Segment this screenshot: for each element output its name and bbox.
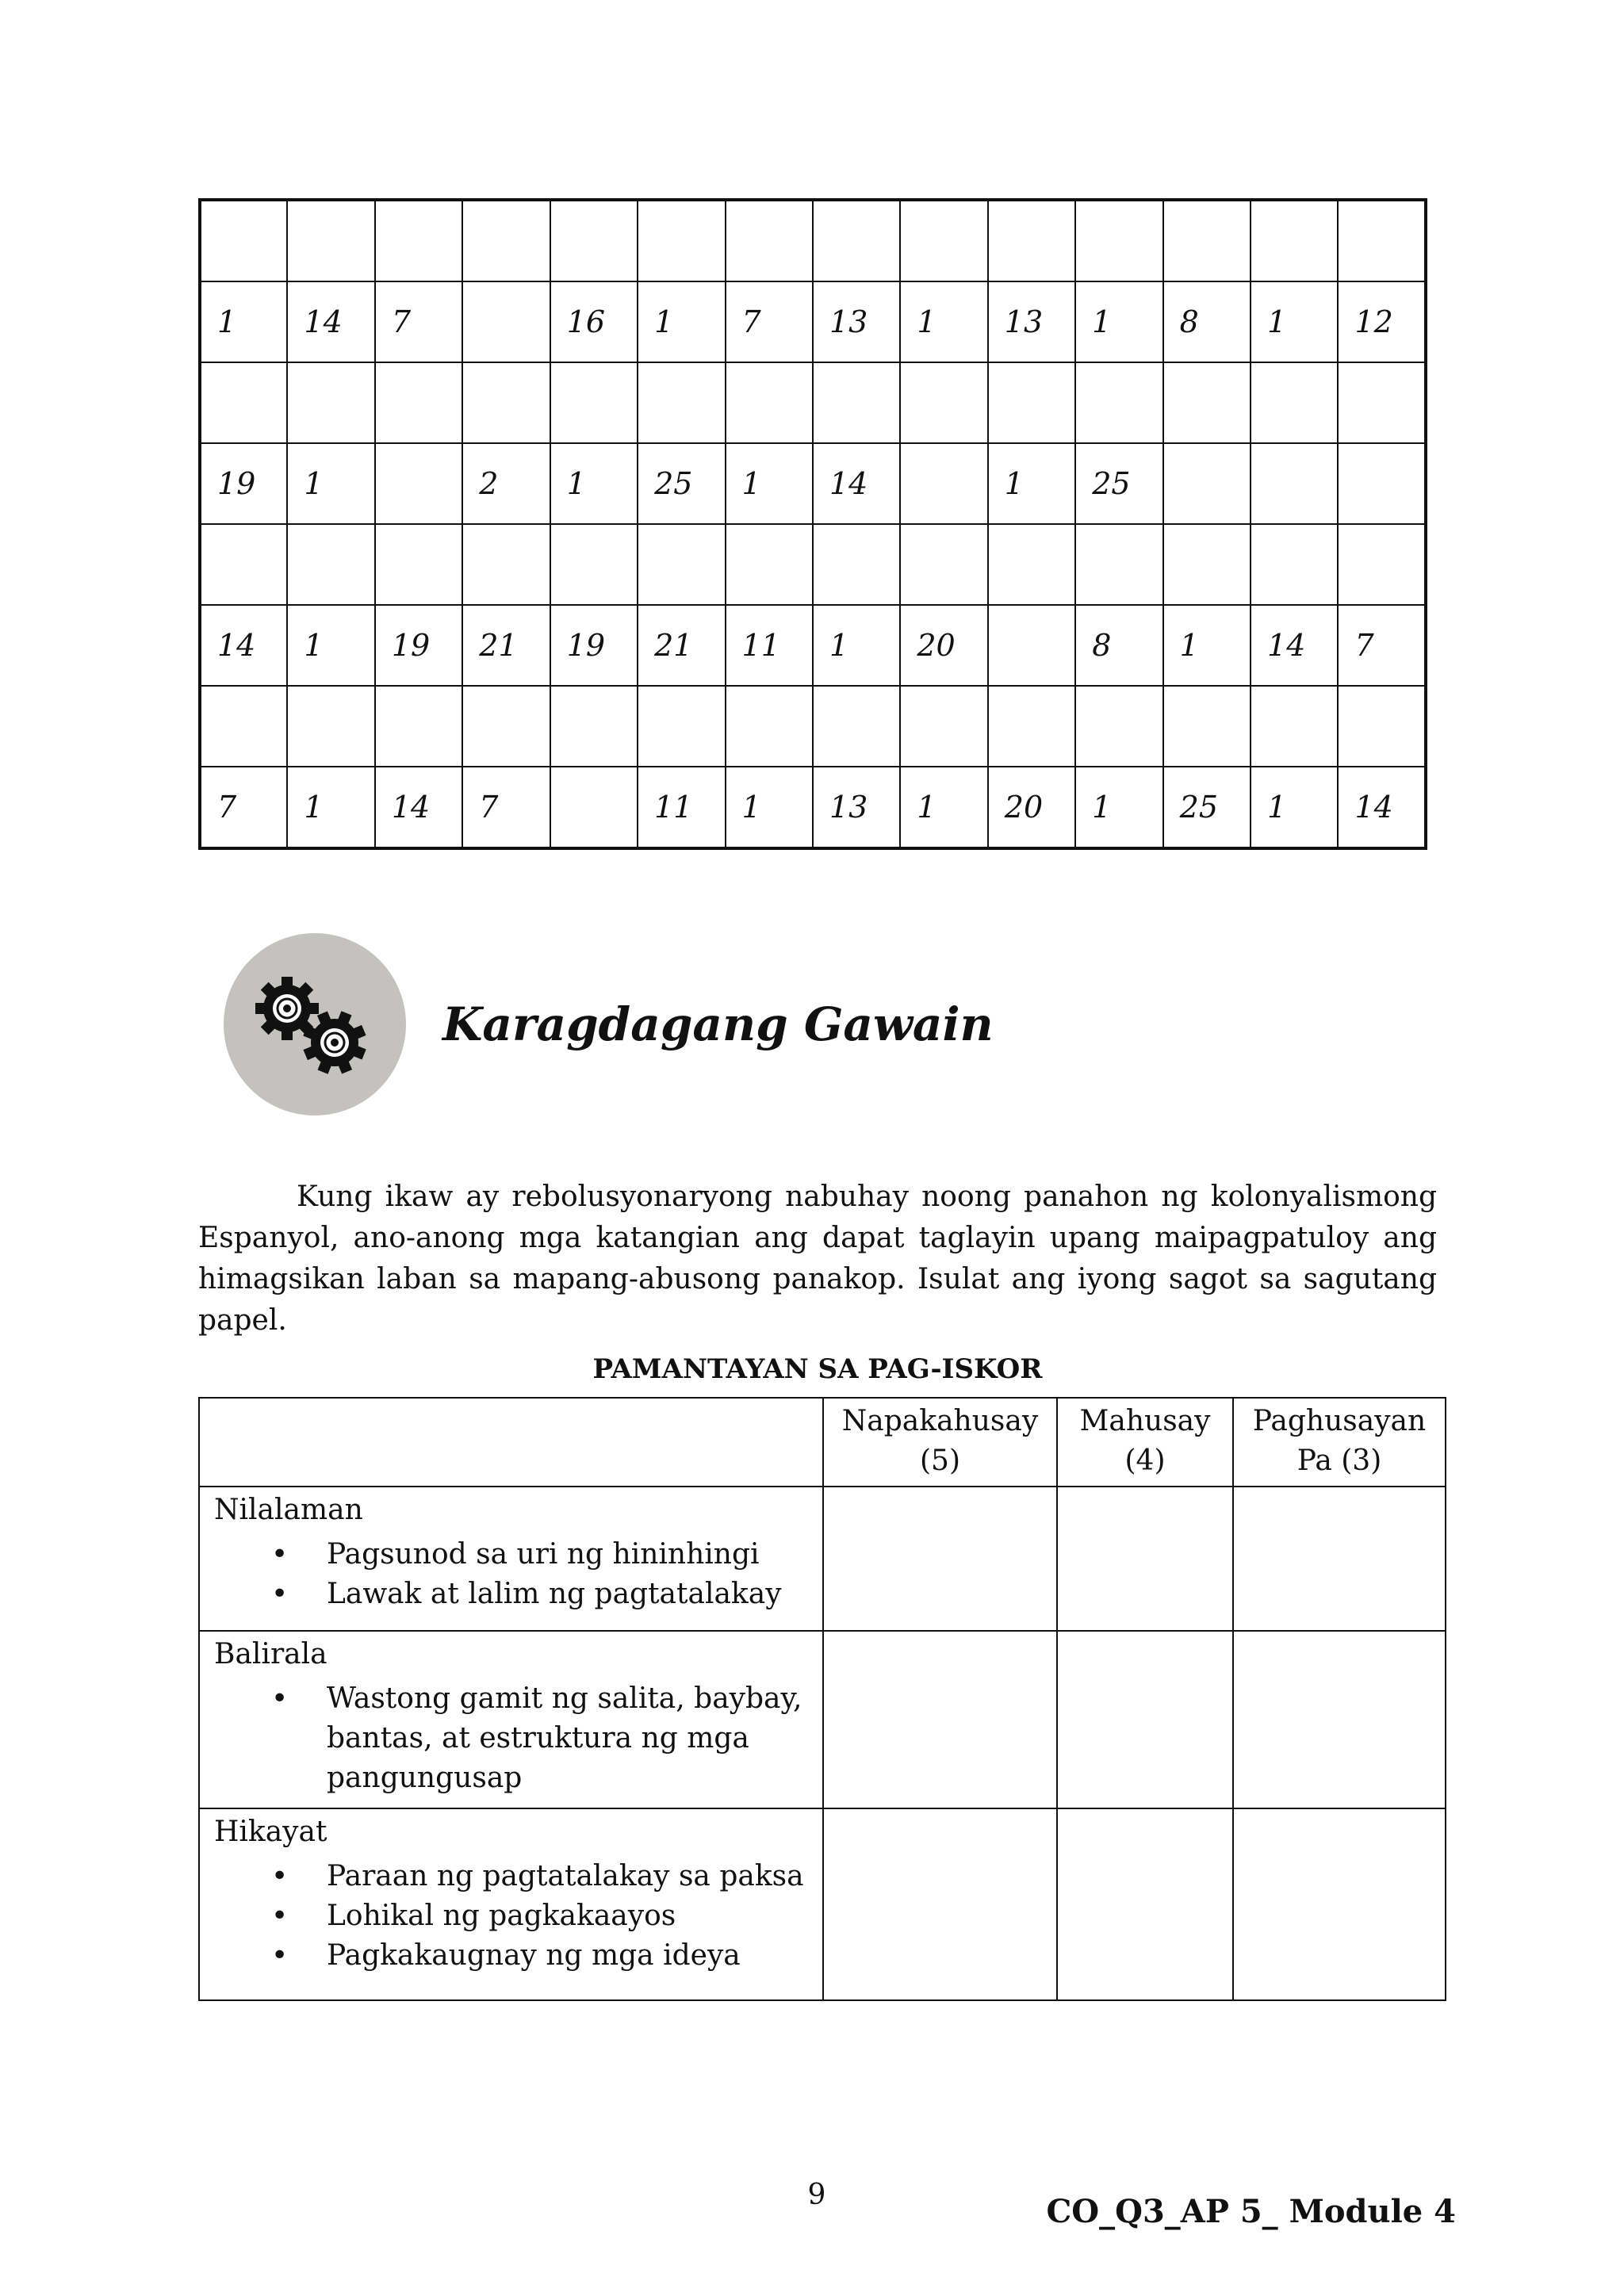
cipher-row <box>200 605 1426 686</box>
cipher-cell[interactable] <box>375 443 462 524</box>
cipher-cell[interactable] <box>813 362 900 443</box>
score-cell[interactable] <box>823 1808 1057 2000</box>
rubric-header-mahusay: Mahusay (4) <box>1057 1398 1233 1487</box>
cipher-cell: 7 <box>200 767 287 848</box>
cipher-cell[interactable] <box>726 524 813 605</box>
cipher-cell[interactable] <box>900 686 987 767</box>
cipher-cell[interactable] <box>287 362 374 443</box>
cipher-cell[interactable] <box>550 524 638 605</box>
cipher-cell[interactable] <box>726 362 813 443</box>
cipher-cell: 21 <box>638 605 725 686</box>
cipher-cell[interactable] <box>1251 362 1338 443</box>
cipher-cell: 1 <box>1251 767 1338 848</box>
criteria-name: Hikayat <box>214 1816 327 1848</box>
criteria-name: Balirala <box>214 1638 327 1670</box>
cipher-cell[interactable] <box>726 686 813 767</box>
cipher-cell: 1 <box>900 281 987 362</box>
cipher-cell: 7 <box>726 281 813 362</box>
cipher-cell[interactable] <box>726 200 813 281</box>
cipher-cell[interactable] <box>988 605 1075 686</box>
criteria-cell <box>199 1631 823 1808</box>
cipher-cell: 19 <box>375 605 462 686</box>
cipher-cell[interactable] <box>900 524 987 605</box>
cipher-cell[interactable] <box>375 362 462 443</box>
cipher-cell[interactable] <box>638 362 725 443</box>
cipher-cell: 13 <box>988 281 1075 362</box>
rubric-header-paghusayan: Paghusayan Pa (3) <box>1233 1398 1446 1487</box>
cipher-cell[interactable] <box>462 686 550 767</box>
cipher-cell: 14 <box>1338 767 1426 848</box>
cipher-cell: 19 <box>550 605 638 686</box>
cipher-cell[interactable] <box>988 686 1075 767</box>
cipher-cell[interactable] <box>1338 524 1426 605</box>
rubric-title: PAMANTAYAN SA PAG-ISKOR <box>592 1353 1043 1385</box>
cipher-cell: 19 <box>200 443 287 524</box>
criteria-bullet: • Lohikal ng pagkakaayos <box>271 1896 811 1936</box>
cipher-cell: 20 <box>900 605 987 686</box>
cipher-cell: 1 <box>1163 605 1251 686</box>
gears-icon <box>224 933 406 1115</box>
cipher-cell[interactable] <box>1075 686 1162 767</box>
cipher-cell: 1 <box>287 605 374 686</box>
cipher-row <box>200 443 1426 524</box>
cipher-cell[interactable] <box>462 200 550 281</box>
cipher-cell[interactable] <box>638 686 725 767</box>
score-cell[interactable] <box>823 1631 1057 1808</box>
cipher-cell: 7 <box>462 767 550 848</box>
cipher-cell: 1 <box>813 605 900 686</box>
cipher-cell[interactable] <box>813 524 900 605</box>
cipher-cell[interactable] <box>287 686 374 767</box>
criteria-bullet: • Wastong gamit ng salita, baybay, bantas, at estruktura ng mga pangungusap <box>271 1679 811 1798</box>
cipher-cell: 1 <box>550 443 638 524</box>
cipher-cell[interactable] <box>988 362 1075 443</box>
cipher-cell: 1 <box>726 767 813 848</box>
cipher-cell[interactable] <box>1075 362 1162 443</box>
cipher-cell: 14 <box>200 605 287 686</box>
cipher-cell[interactable] <box>1075 524 1162 605</box>
cipher-cell: 1 <box>726 443 813 524</box>
score-cell[interactable] <box>1233 1631 1446 1808</box>
cipher-cell: 14 <box>287 281 374 362</box>
cipher-cell[interactable] <box>813 200 900 281</box>
cipher-cell[interactable] <box>550 767 638 848</box>
score-cell[interactable] <box>1233 1487 1446 1631</box>
cipher-cell[interactable] <box>1163 686 1251 767</box>
cipher-cell[interactable] <box>900 200 987 281</box>
cipher-cell: 7 <box>1338 605 1426 686</box>
cipher-row <box>200 362 1426 443</box>
cipher-cell[interactable] <box>550 362 638 443</box>
cipher-cell: 7 <box>375 281 462 362</box>
cipher-cell: 14 <box>375 767 462 848</box>
cipher-cell[interactable] <box>988 200 1075 281</box>
cipher-cell[interactable] <box>550 200 638 281</box>
cipher-row <box>200 200 1426 281</box>
criteria-bullet: • Pagkakaugnay ng mga ideya <box>271 1936 811 1976</box>
cipher-cell: 1 <box>1075 281 1162 362</box>
cipher-cell: 21 <box>462 605 550 686</box>
cipher-cell[interactable] <box>1163 200 1251 281</box>
score-cell[interactable] <box>1233 1808 1446 2000</box>
rubric-header-blank <box>199 1398 823 1487</box>
cipher-cell[interactable] <box>1163 443 1251 524</box>
cipher-cell[interactable] <box>200 362 287 443</box>
cipher-cell: 20 <box>988 767 1075 848</box>
criteria-bullet: • Lawak at lalim ng pagtatalakay <box>271 1575 811 1614</box>
cipher-cell: 1 <box>638 281 725 362</box>
cipher-cell[interactable] <box>1338 443 1426 524</box>
cipher-row <box>200 686 1426 767</box>
cipher-row <box>200 281 1426 362</box>
cipher-cell[interactable] <box>638 200 725 281</box>
cipher-cell[interactable] <box>375 686 462 767</box>
cipher-cell[interactable] <box>1338 200 1426 281</box>
cipher-row <box>200 524 1426 605</box>
cipher-cell[interactable] <box>1163 362 1251 443</box>
cipher-cell[interactable] <box>1251 443 1338 524</box>
cipher-cell: 1 <box>287 767 374 848</box>
cipher-cell: 8 <box>1075 605 1162 686</box>
criteria-bullet: • Pagsunod sa uri ng hininhingi <box>271 1535 811 1575</box>
cipher-row <box>200 767 1426 848</box>
cipher-cell[interactable] <box>988 524 1075 605</box>
cipher-cell: 2 <box>462 443 550 524</box>
module-code: CO_Q3_AP 5_ Module 4 <box>1046 2193 1456 2230</box>
cipher-cell: 1 <box>200 281 287 362</box>
cipher-cell: 1 <box>988 443 1075 524</box>
cipher-cell[interactable] <box>375 200 462 281</box>
cipher-cell: 16 <box>550 281 638 362</box>
section-title: Karagdagang Gawain <box>442 997 994 1051</box>
cipher-cell: 1 <box>287 443 374 524</box>
cipher-cell[interactable] <box>1163 524 1251 605</box>
cipher-cell: 8 <box>1163 281 1251 362</box>
cipher-cell: 14 <box>813 443 900 524</box>
criteria-name: Nilalaman <box>214 1494 363 1526</box>
cipher-cell[interactable] <box>287 200 374 281</box>
cipher-cell[interactable] <box>462 281 550 362</box>
score-cell[interactable] <box>1057 1631 1233 1808</box>
cipher-cell: 13 <box>813 767 900 848</box>
criteria-cell <box>199 1487 823 1631</box>
cipher-cell[interactable] <box>900 443 987 524</box>
cipher-cell[interactable] <box>813 686 900 767</box>
criteria-cell <box>199 1808 823 2000</box>
cipher-cell[interactable] <box>1251 524 1338 605</box>
score-cell[interactable] <box>1057 1487 1233 1631</box>
cipher-cell: 11 <box>638 767 725 848</box>
score-cell[interactable] <box>823 1487 1057 1631</box>
cipher-cell[interactable] <box>1251 200 1338 281</box>
cipher-cell: 1 <box>1075 767 1162 848</box>
cipher-cell[interactable] <box>200 200 287 281</box>
rubric-row-balirala <box>199 1631 1446 1808</box>
cipher-cell: 12 <box>1338 281 1426 362</box>
cipher-grid <box>198 198 1427 850</box>
cipher-cell: 14 <box>1251 605 1338 686</box>
cipher-cell: 13 <box>813 281 900 362</box>
cipher-cell[interactable] <box>1075 200 1162 281</box>
rubric-row-hikayat <box>199 1808 1446 2000</box>
criteria-bullet: • Paraan ng pagtatalakay sa paksa <box>271 1857 811 1896</box>
cipher-cell: 1 <box>1251 281 1338 362</box>
cipher-cell[interactable] <box>200 524 287 605</box>
cipher-cell: 1 <box>900 767 987 848</box>
rubric-row-nilalaman <box>199 1487 1446 1631</box>
cipher-cell[interactable] <box>200 686 287 767</box>
cipher-cell: 25 <box>1163 767 1251 848</box>
cipher-cell: 25 <box>1075 443 1162 524</box>
rubric-table <box>198 1397 1446 2001</box>
cipher-cell[interactable] <box>375 524 462 605</box>
rubric-header-napakahusay: Napakahusay (5) <box>823 1398 1057 1487</box>
cipher-cell[interactable] <box>638 524 725 605</box>
cipher-cell: 11 <box>726 605 813 686</box>
cipher-cell[interactable] <box>1338 686 1426 767</box>
cipher-cell[interactable] <box>1338 362 1426 443</box>
instructions-paragraph: Kung ikaw ay rebolusyonaryong nabuhay noong panahon ng kolonyalismong Espanyol, ano-anong mga katangian ang dapat taglayin upang maipagpatuloy ang himagsikan laban sa mapang-abusong panakop. Isulat ang iyong sagot sa sagutang papel. <box>198 1181 1437 1337</box>
cipher-cell[interactable] <box>900 362 987 443</box>
cipher-cell[interactable] <box>462 362 550 443</box>
cipher-cell: 25 <box>638 443 725 524</box>
page-number: 9 <box>807 2179 826 2211</box>
cipher-cell[interactable] <box>287 524 374 605</box>
cipher-cell[interactable] <box>550 686 638 767</box>
cipher-cell[interactable] <box>1251 686 1338 767</box>
score-cell[interactable] <box>1057 1808 1233 2000</box>
cipher-cell[interactable] <box>462 524 550 605</box>
